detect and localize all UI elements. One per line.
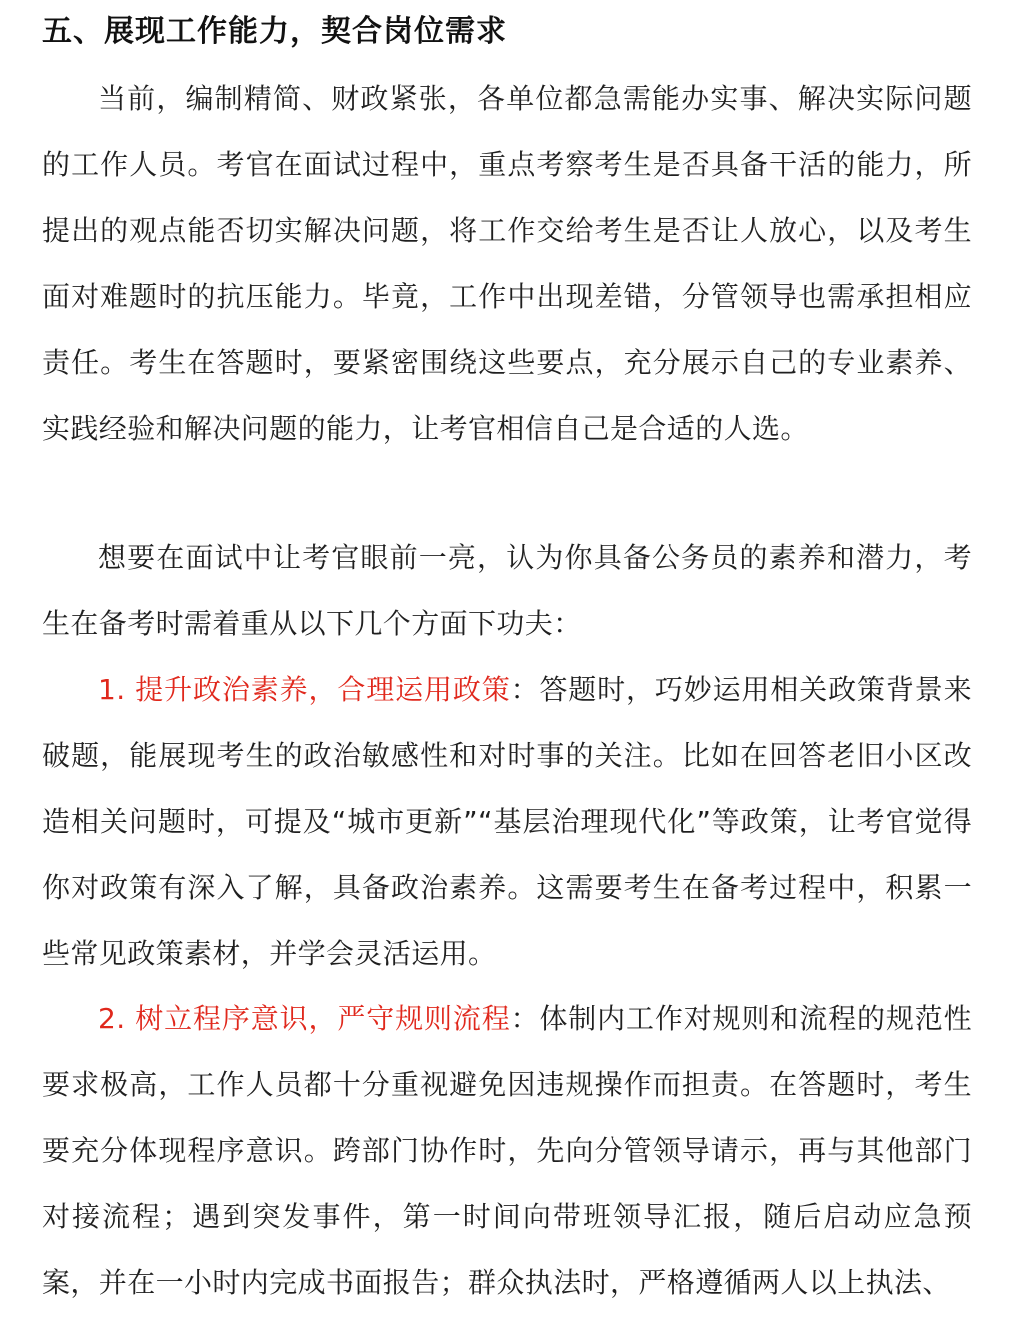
point-1-body: 答题时，巧妙运用相关政策背景来破题，能展现考生的政治敏感性和对时事的关注。比如在回答老旧小区改造相关问题时，可提及“城市更新”“基层治理现代化”等政策，让考官觉得你对政策有深入了解，具备政治素养。这需要考生在备考过程中，积累一些常见政策素材，并学会灵活运用。 — [42, 673, 972, 970]
paragraph-lead-in: 想要在面试中让考官眼前一亮，认为你具备公务员的素养和潜力，考生在备考时需着重从以下几个方面下功夫： — [42, 541, 972, 640]
point-2 — [42, 986, 972, 1316]
section-heading: 五、展现工作能力，契合岗位需求 — [42, 14, 507, 49]
point-1 — [42, 657, 972, 987]
point-2-body: 体制内工作对规则和流程的规范性要求极高，工作人员都十分重视避免因违规操作而担责。在答题时，考生要充分体现程序意识。跨部门协作时，先向分管领导请示，再与其他部门对接流程；遇到突发事件，第一时间向带班领导汇报，随后启动应急预案，并在一小时内完成书面报告；群众执法时，严格遵循两人以上执法、 — [42, 1002, 972, 1299]
point-2-title: 2. 树立程序意识，严守规则流程 — [98, 1002, 511, 1035]
point-2-colon: ： — [510, 1002, 540, 1035]
document-page — [42, 0, 972, 1299]
point-1-colon: ： — [510, 673, 540, 706]
paragraph-intro: 当前，编制精简、财政紧张，各单位都急需能办实事、解决实际问题的工作人员。考官在面试过程中，重点考察考生是否具备干活的能力，所提出的观点能否切实解决问题，将工作交给考生是否让人放心，以及考生面对难题时的抗压能力。毕竟，工作中出现差错，分管领导也需承担相应责任。考生在答题时，要紧密围绕这些要点，充分展示自己的专业素养、实践经验和解决问题的能力，让考官相信自己是合适的人选。 — [42, 82, 972, 445]
point-1-title: 1. 提升政治素养，合理运用政策 — [98, 673, 511, 706]
